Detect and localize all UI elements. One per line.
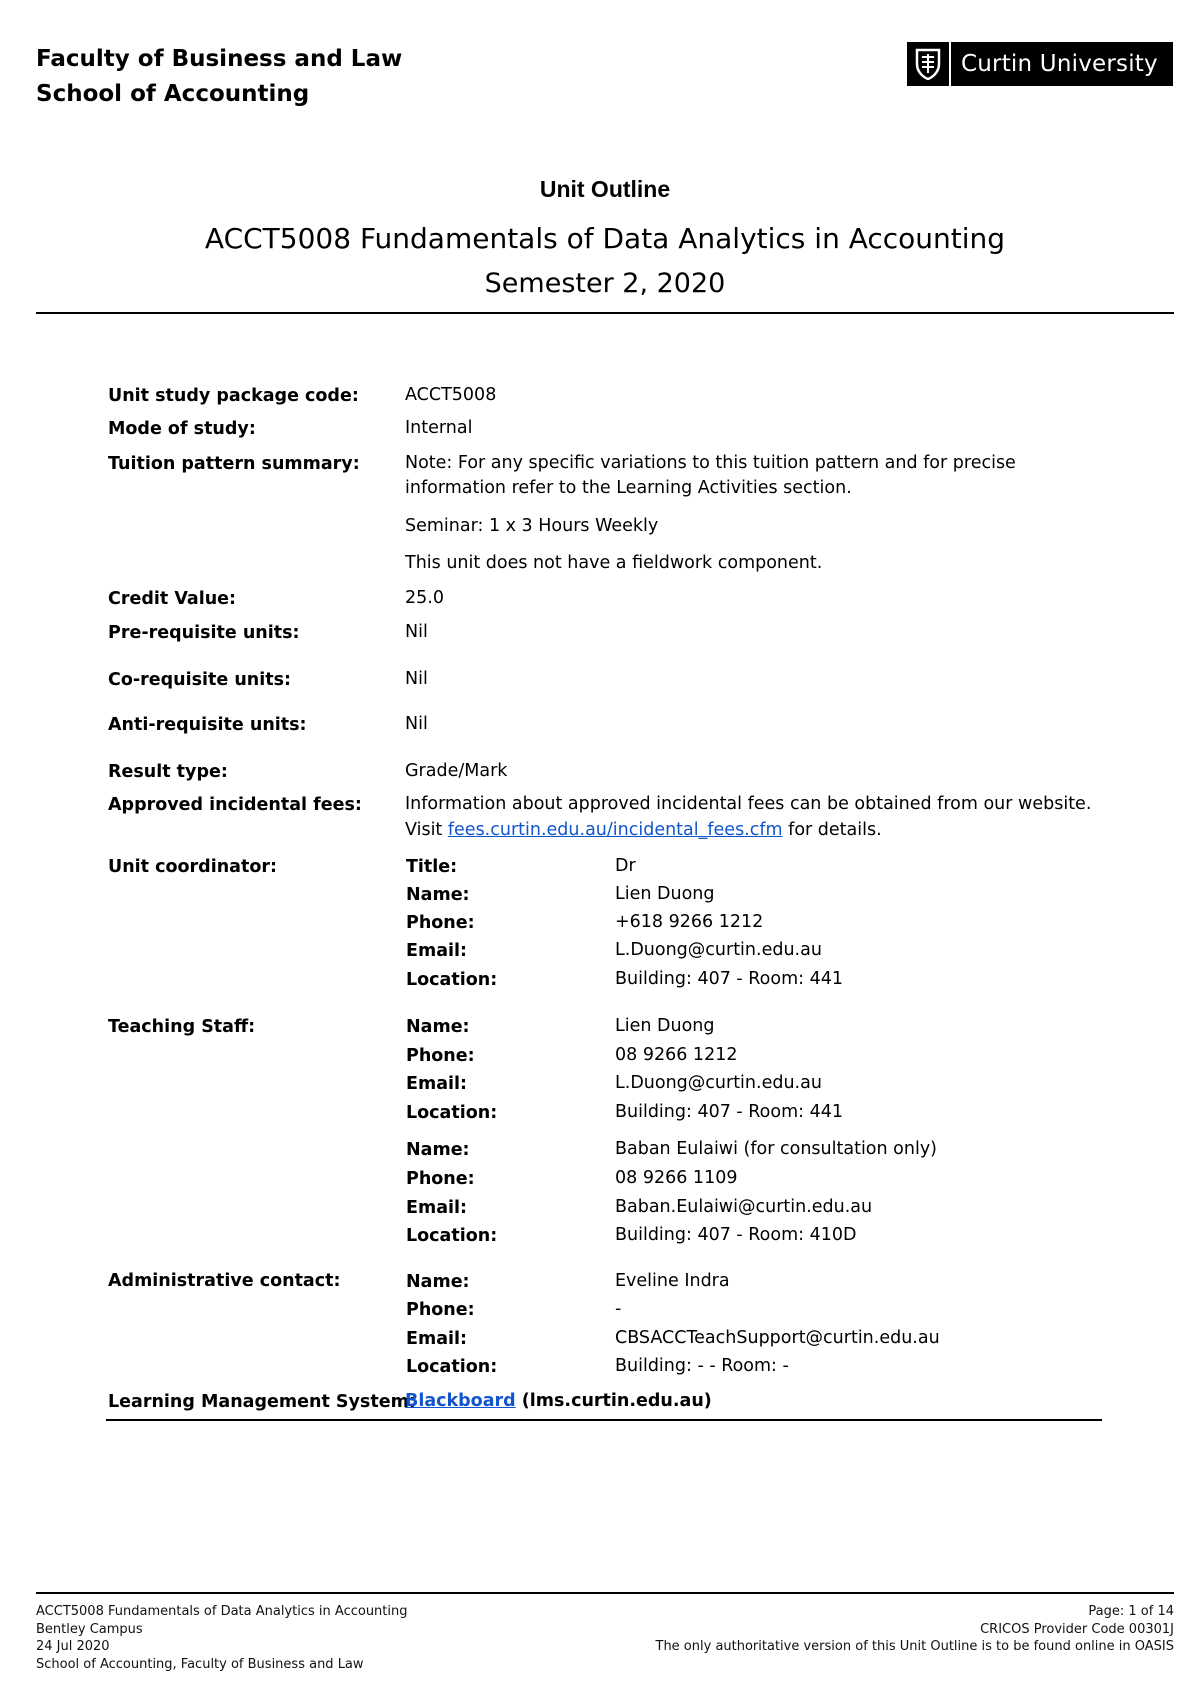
document-heading: Unit Outline [539,176,671,202]
coreq-label: Co-requisite units: [108,670,292,690]
staff-name: Baban Eulaiwi (for consultation only) [615,1139,938,1159]
lms-label: Learning Management System: [108,1392,416,1412]
admin-email-label: Email: [406,1329,467,1349]
admin-contact-label: Administrative contact: [108,1271,341,1291]
admin-phone: - [615,1299,622,1319]
footer-campus: Bentley Campus [36,1621,143,1637]
fees-link[interactable]: fees.curtin.edu.au/incidental_fees.cfm [447,820,783,840]
coordinator-label: Unit coordinator: [108,857,277,877]
mode-value: Internal [405,418,473,438]
footer-divider [36,1592,1174,1594]
curtin-logo [907,42,1173,86]
staff-name-label: Name: [406,1017,470,1037]
staff-email-label: Email: [406,1074,467,1094]
admin-name: Eveline Indra [615,1271,730,1291]
faculty-heading [36,42,402,112]
staff-email: L.Duong@curtin.edu.au [615,1073,822,1093]
tuition-fieldwork: This unit does not have a fieldwork component. [405,553,823,573]
staff-location-label: Location: [406,1103,498,1123]
package-code-value: ACCT5008 [405,385,497,405]
staff-phone-label: Phone: [406,1046,475,1066]
footer-date: 24 Jul 2020 [36,1639,110,1654]
package-code-label: Unit study package code: [108,386,359,406]
staff-name-label: Name: [406,1140,470,1160]
coordinator-title-label: Title: [406,857,458,877]
coordinator-email: L.Duong@curtin.edu.au [615,940,822,960]
staff-name: Lien Duong [615,1016,715,1036]
footer-school: School of Accounting, Faculty of Business and Law [36,1656,364,1672]
admin-email: CBSACCTeachSupport@curtin.edu.au [615,1328,940,1348]
coordinator-location: Building: 407 - Room: 441 [615,969,843,989]
blackboard-link[interactable]: Blackboard [405,1391,516,1411]
coordinator-name-label: Name: [406,885,470,905]
prereq-value: Nil [405,622,428,642]
fees-visit-line [405,819,882,841]
staff-phone: 08 9266 1109 [615,1168,738,1188]
footer-left [36,1603,408,1673]
logo-text: Curtin University [961,51,1158,77]
unit-title: ACCT5008 Fundamentals of Data Analytics in Accounting [204,222,1006,255]
credit-value: 25.0 [405,588,444,608]
prereq-label: Pre-requisite units: [108,623,300,643]
school-name: School of Accounting [36,81,310,107]
result-type-label: Result type: [108,762,228,782]
crest-icon [907,42,951,86]
coordinator-name: Lien Duong [615,884,715,904]
admin-phone-label: Phone: [406,1300,475,1320]
page-number: Page: 1 of 14 [1088,1604,1174,1619]
fees-tail: for details. [788,820,882,840]
mode-label: Mode of study: [108,419,256,439]
staff-location-label: Location: [406,1226,498,1246]
coreq-value: Nil [405,669,428,689]
tuition-seminar: Seminar: 1 x 3 Hours Weekly [405,516,659,536]
staff-phone: 08 9266 1212 [615,1045,738,1065]
divider [36,312,1174,314]
antireq-label: Anti-requisite units: [108,715,307,735]
faculty-name: Faculty of Business and Law [36,46,403,72]
semester: Semester 2, 2020 [484,268,726,299]
footer-right [656,1603,1175,1656]
admin-location-label: Location: [406,1357,498,1377]
coordinator-email-label: Email: [406,941,467,961]
fees-visit: Visit [405,820,443,840]
staff-email: Baban.Eulaiwi@curtin.edu.au [615,1197,873,1217]
staff-location: Building: 407 - Room: 441 [615,1102,843,1122]
tuition-note-line1: Note: For any specific variations to this tuition pattern and for precise [405,453,1016,473]
coordinator-phone-label: Phone: [406,913,475,933]
lms-value [405,1390,712,1412]
admin-location: Building: - - Room: - [615,1356,789,1376]
antireq-value: Nil [405,714,428,734]
admin-name-label: Name: [406,1272,470,1292]
divider [106,1419,1102,1421]
coordinator-phone: +618 9266 1212 [615,912,764,932]
coordinator-location-label: Location: [406,970,498,990]
staff-phone-label: Phone: [406,1169,475,1189]
credit-label: Credit Value: [108,589,237,609]
staff-location: Building: 407 - Room: 410D [615,1225,857,1245]
lms-url: (lms.curtin.edu.au) [521,1391,712,1411]
teaching-staff-label: Teaching Staff: [108,1017,256,1037]
result-type-value: Grade/Mark [405,761,508,781]
fees-label: Approved incidental fees: [108,795,362,815]
coordinator-title: Dr [615,856,636,876]
staff-email-label: Email: [406,1198,467,1218]
authoritative-note: The only authoritative version of this Unit Outline is to be found online in OASIS [655,1639,1174,1654]
footer-unit: ACCT5008 Fundamentals of Data Analytics in Accounting [36,1604,408,1619]
tuition-note-line2: information refer to the Learning Activities section. [405,478,852,498]
fees-info: Information about approved incidental fees can be obtained from our website. [405,794,1092,814]
tuition-label: Tuition pattern summary: [108,454,360,474]
cricos-code: CRICOS Provider Code 00301J [980,1621,1174,1637]
